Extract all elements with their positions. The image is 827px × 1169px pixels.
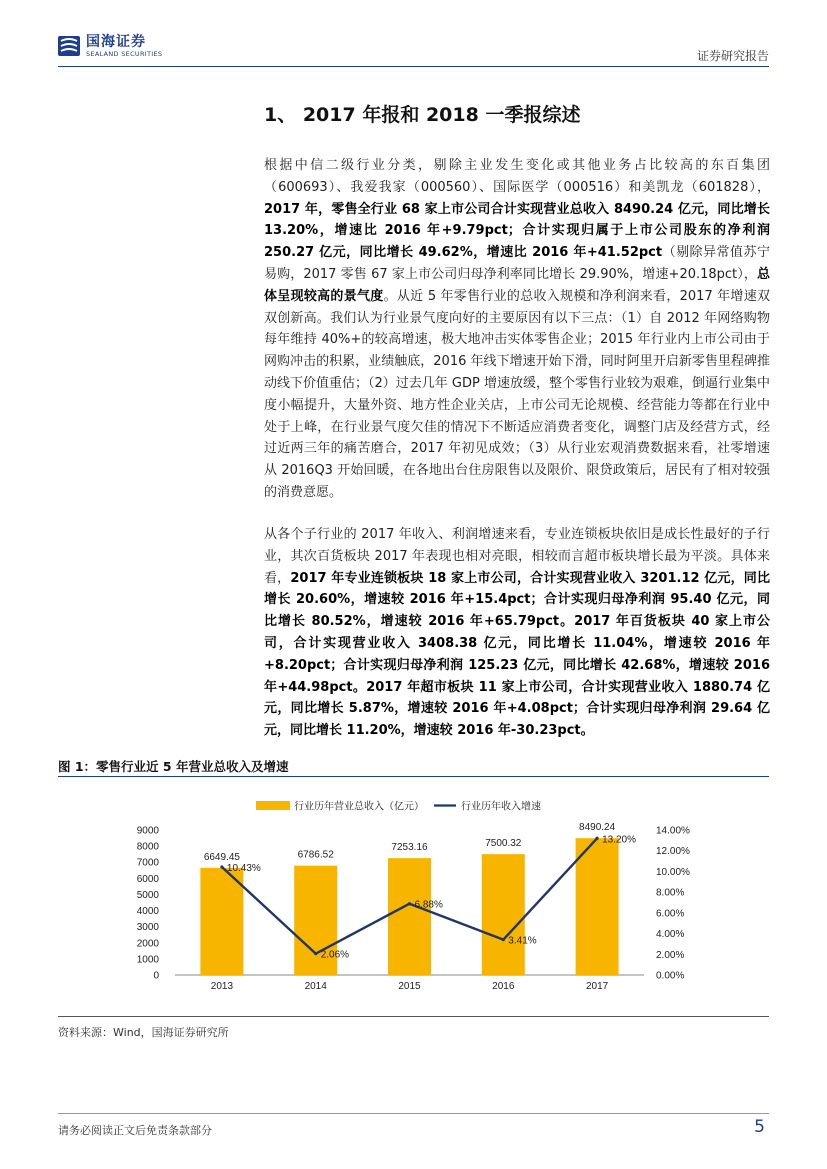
bar-2017 bbox=[576, 838, 619, 975]
company-logo bbox=[58, 34, 162, 58]
line-data-labels bbox=[227, 834, 636, 960]
growth-point bbox=[408, 902, 411, 905]
legend-bar-label: 行业历年营业总收入（亿元） bbox=[294, 801, 424, 813]
y-axis-right bbox=[656, 826, 690, 982]
x-tick-label: 2017 bbox=[585, 981, 609, 992]
growth-value-label: 6.88% bbox=[414, 899, 443, 911]
logo-cn-text: 国海证券 bbox=[86, 33, 146, 50]
bar-value-label: 7500.32 bbox=[485, 838, 522, 850]
growth-point bbox=[220, 865, 223, 868]
y-right-tick-label: 4.00% bbox=[656, 929, 685, 941]
y-left-tick-label: 8000 bbox=[136, 841, 159, 853]
paragraph-subsectors bbox=[264, 524, 770, 742]
figure-source: 资料来源：Wind，国海证券研究所 bbox=[58, 1026, 229, 1039]
logo-en-text: SEALAND SECURITIES bbox=[86, 49, 163, 58]
bar-value-label: 6786.52 bbox=[297, 849, 334, 861]
x-tick-label: 2015 bbox=[398, 981, 421, 992]
revenue-growth-chart bbox=[58, 780, 769, 1012]
y-left-tick-label: 6000 bbox=[136, 873, 159, 885]
bar-value-label: 6649.45 bbox=[203, 851, 240, 863]
bar-2015 bbox=[388, 858, 431, 975]
p1-bold-1: 2017 年，零售全行业 68 家上市公司合计实现营业总收入 8490.24 亿元，同比增长 13.20%，增速比 2016 年+9.79pct；合计实现归属于上市公司股东的净利润 250.27 亿元，同比增长 49.62%，增速比 2016 年+41.52pct bbox=[264, 201, 770, 261]
y-axis-left bbox=[137, 826, 160, 982]
p1-text-3: 。从近 5 年零售行业的总收入规模和净利润来看，2017 年增速双双创新高。我们认为行业景气度向好的主要原因有以下三点：（1）自 2012 年网络购物每年维持 40%+的较高增速，极大地冲击实体零售企业；2015 年行业内上市公司由于网购冲击的积累，业绩触底，2016 年线下增速开始下滑，同时阿里开启新零售里程碑推动线下价值重估；（2）过去几年 GDP 增速放缓，整个零售行业较为艰难，倒逼行业集中度小幅提升，大量外资、地方性企业关店，上市公司无论规模、经营能力等都在行业中处于上峰，在行业景气度欠佳的情况下不断适应消费者变化，调整门店及经营方式，经过近两三年的痛苦磨合，2017 年初见成效；（3）从行业宏观消费数据来看，社零增速从 2016Q3 开始回暖，在各地出台住房限售以及限价、限贷政策后，居民有了相对较强的消费意愿。 bbox=[264, 288, 770, 500]
figure-top-rule bbox=[58, 776, 769, 777]
section-title: 1、 2017 年报和 2018 一季报综述 bbox=[264, 104, 581, 126]
p1-text-2: （剔除异常值苏宁易购，2017 零售 67 家上市公司归母净利率同比增长 29.90%，增速+20.18pct）， bbox=[264, 245, 770, 282]
x-tick-label: 2013 bbox=[210, 981, 234, 992]
growth-value-label: 2.06% bbox=[320, 949, 350, 961]
report-type-label: 证券研究报告 bbox=[696, 49, 769, 63]
legend-bar-swatch bbox=[256, 801, 290, 810]
footer-divider bbox=[58, 1113, 769, 1114]
p1-text-1: 根据中信二级行业分类，剔除主业发生变化或其他业务占比较高的东百集团（600693）、我爱我家（000560）、国际医学（000516）和美凯龙（601828）， bbox=[264, 158, 770, 195]
y-right-tick-label: 8.00% bbox=[656, 887, 685, 899]
y-left-tick-label: 1000 bbox=[136, 954, 159, 966]
x-tick-label: 2014 bbox=[304, 981, 327, 992]
x-axis-labels bbox=[211, 981, 609, 992]
page-number: 5 bbox=[754, 1117, 765, 1137]
p1-bold-2: 总体呈现较高的景气度 bbox=[264, 266, 770, 304]
growth-value-label: 10.43% bbox=[226, 862, 261, 874]
p2-bold-1: 2017 年专业连锁板块 18 家上市公司，合计实现营业收入 3201.12 亿元，同比增长 20.60%，增速较 2016 年+15.4pct；合计实现归母净利润 95.40 亿元，同比增长 80.52%，增速较 2016 年+65.79pct。2017 年百货板块 40 家上市公司，合计实现营业收入 3408.38 亿元，同比增长 11.04%，增速较 2016 年+8.20pct；合计实现归母净利润 125.23 亿元，同比增长 42.68%，增速较 2016 年+44.98pct。2017 年超市板块 11 家上市公司，合计实现营业收入 1880.74 亿元，同比增长 5.87%，增速较 2016 年+4.08pct；合计实现归母净利润 29.64 亿元，同比增长 11.20%，增速较 2016 年-30.23pct。 bbox=[264, 570, 770, 739]
y-left-tick-label: 5000 bbox=[136, 889, 159, 901]
y-right-tick-label: 2.00% bbox=[656, 949, 685, 961]
bar-2013 bbox=[200, 868, 243, 975]
figure-title: 图 1：零售行业近 5 年营业总收入及增速 bbox=[58, 759, 289, 774]
paragraph-overview bbox=[264, 155, 770, 504]
y-right-tick-label: 0.00% bbox=[656, 970, 685, 982]
growth-value-label: 3.41% bbox=[508, 935, 537, 947]
figure-bottom-rule bbox=[58, 1016, 769, 1017]
y-left-tick-label: 3000 bbox=[136, 922, 159, 934]
bar-value-label: 8490.24 bbox=[579, 822, 616, 834]
bar-data-labels bbox=[204, 822, 616, 863]
growth-point bbox=[596, 837, 599, 840]
y-left-tick-label: 4000 bbox=[136, 906, 159, 918]
header-divider bbox=[58, 66, 769, 67]
growth-value-label: 13.20% bbox=[602, 834, 637, 846]
sealand-logo-icon bbox=[58, 34, 80, 58]
y-left-tick-label: 9000 bbox=[136, 825, 159, 837]
bar-2016 bbox=[482, 854, 525, 975]
y-left-tick-label: 7000 bbox=[136, 857, 159, 869]
y-right-tick-label: 6.00% bbox=[656, 908, 685, 920]
x-tick-label: 2016 bbox=[492, 981, 515, 992]
footer-disclaimer: 请务必阅读正文后免责条款部分 bbox=[58, 1124, 212, 1137]
y-right-tick-label: 12.00% bbox=[656, 846, 690, 858]
p2-text-1: 从各个子行业的 2017 年收入、利润增速来看，专业连锁板块依旧是成长性最好的子行业，其次百货板块 2017 年表现也相对亮眼，相较而言超市板块增长最为平淡。具体来看， bbox=[264, 527, 770, 586]
legend-line-label: 行业历年收入增速 bbox=[461, 801, 541, 813]
chart-legend bbox=[256, 800, 541, 813]
y-left-tick-label: 2000 bbox=[136, 938, 159, 950]
y-right-tick-label: 10.00% bbox=[656, 866, 690, 878]
growth-point bbox=[314, 952, 317, 955]
y-left-tick-label: 0 bbox=[153, 970, 159, 982]
y-right-tick-label: 14.00% bbox=[656, 825, 690, 837]
bar-value-label: 7253.16 bbox=[391, 842, 428, 854]
growth-point bbox=[502, 938, 505, 941]
